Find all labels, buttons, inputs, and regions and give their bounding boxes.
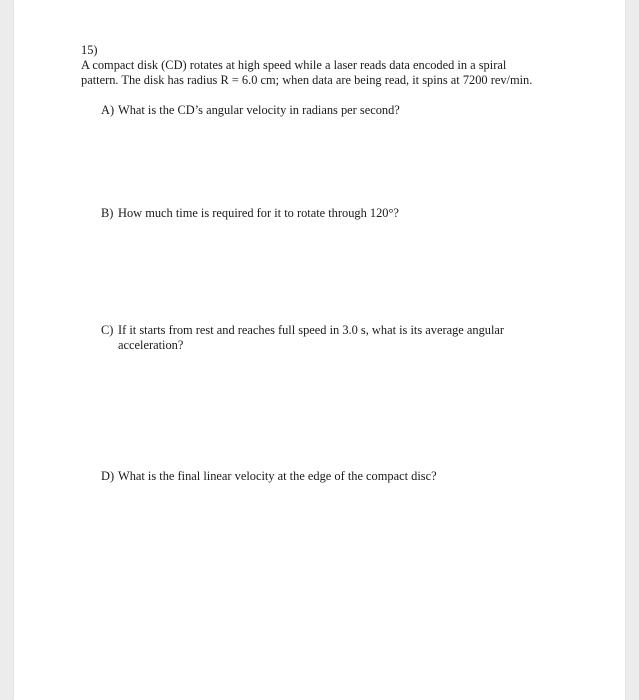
- question-d-text: What is the final linear velocity at the edge of the compact disc?: [118, 469, 437, 483]
- problem-intro-line-1: A compact disk (CD) rotates at high speed while a laser reads data encoded in a spiral: [81, 58, 507, 72]
- question-d-label: D): [101, 469, 115, 483]
- problem-intro-line-2: pattern. The disk has radius R = 6.0 cm; when data are being read, it spins at 7200 rev/min.: [81, 73, 533, 87]
- question-b-text: How much time is required for it to rotate through 120°?: [118, 206, 399, 220]
- question-c-text-line-1: If it starts from rest and reaches full speed in 3.0 s, what is its average angular: [118, 323, 505, 337]
- question-c-text-line-2: acceleration?: [118, 338, 184, 352]
- question-b-label: B): [101, 206, 114, 220]
- document-page: [14, 0, 625, 700]
- question-a-text: What is the CD’s angular velocity in radians per second?: [118, 103, 400, 117]
- question-c-label: C): [101, 323, 114, 337]
- question-a-label: A): [101, 103, 115, 117]
- problem-number: 15): [81, 43, 98, 57]
